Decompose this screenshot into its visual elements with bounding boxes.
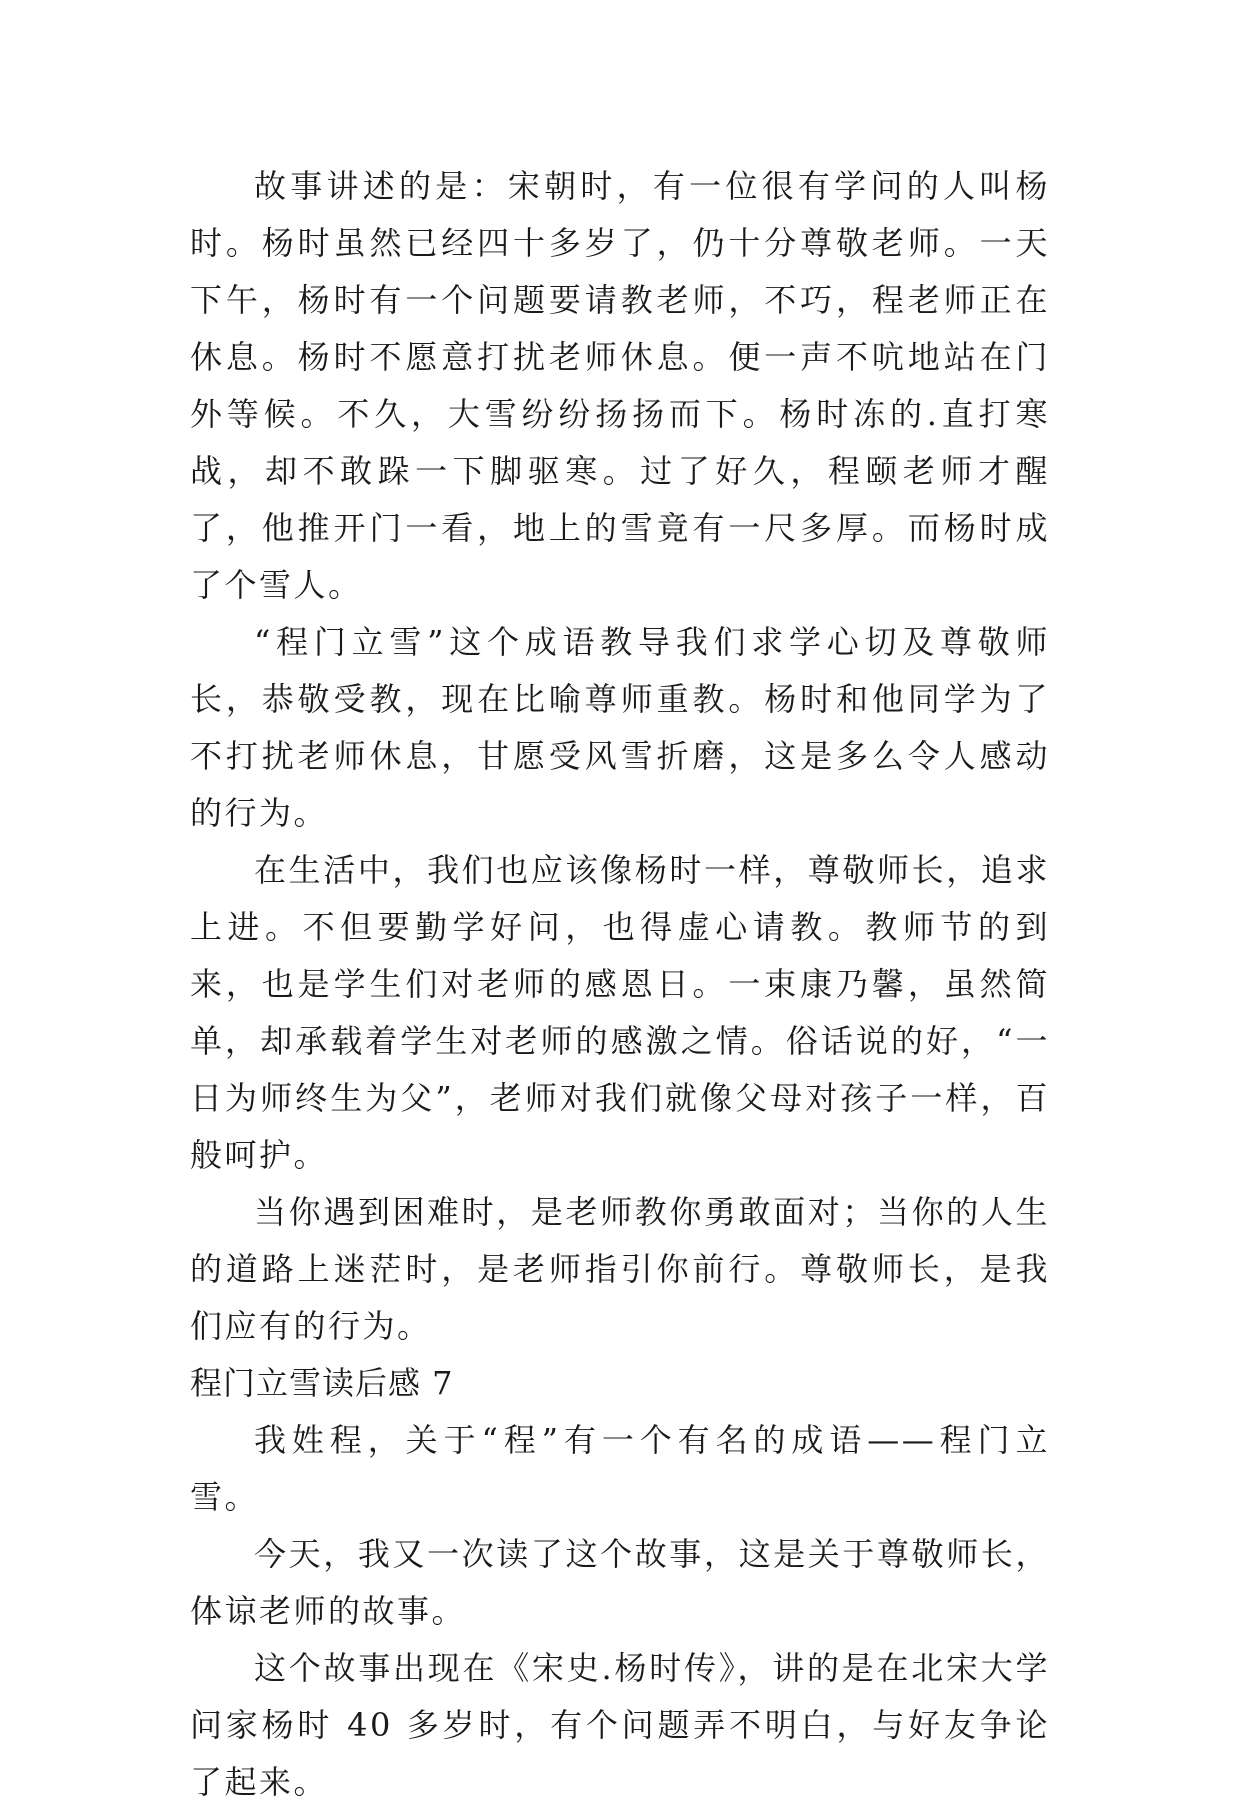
section-heading: 程门立雪读后感 7 [190,1364,454,1402]
paragraph-life-lesson: 在生活中，我们也应该像杨时一样，尊敬师长，追求上进。不但要勤学好问，也得虚心请教。教师节的到来，也是学生们对老师的感恩日。一束康乃馨，虽然简单，却承载着学生对老师的感激之情。俗话说的好，“一日为师终生为父”，老师对我们就像父母对孩子一样，百般呵护。 [190,851,1050,1174]
paragraph-surname: 我姓程，关于“程”有一个有名的成语——程门立雪。 [190,1421,1050,1516]
paragraph-origin: 这个故事出现在《宋史.杨时传》，讲的是在北宋大学问家杨时 40 多岁时，有个问题弄不明白，与好友争论了起来。 [190,1649,1050,1801]
paragraph-reread: 今天，我又一次读了这个故事，这是关于尊敬师长，体谅老师的故事。 [190,1535,1050,1630]
document-body [190,158,1050,1811]
paragraph-conclusion: 当你遇到困难时，是老师教你勇敢面对；当你的人生的道路上迷茫时，是老师指引你前行。尊敬师长，是我们应有的行为。 [190,1193,1050,1345]
paragraph-idiom-meaning: “程门立雪”这个成语教导我们求学心切及尊敬师长，恭敬受教，现在比喻尊师重教。杨时和他同学为了不打扰老师休息，甘愿受风雪折磨，这是多么令人感动的行为。 [190,623,1050,832]
paragraph-story: 故事讲述的是：宋朝时，有一位很有学问的人叫杨时。杨时虽然已经四十多岁了，仍十分尊敬老师。一天下午，杨时有一个问题要请教老师，不巧，程老师正在休息。杨时不愿意打扰老师休息。便一声不吭地站在门外等候。不久，大雪纷纷扬扬而下。杨时冻的.直打寒战，却不敢跺一下脚驱寒。过了好久，程颐老师才醒了，他推开门一看，地上的雪竟有一尺多厚。而杨时成了个雪人。 [190,167,1050,604]
